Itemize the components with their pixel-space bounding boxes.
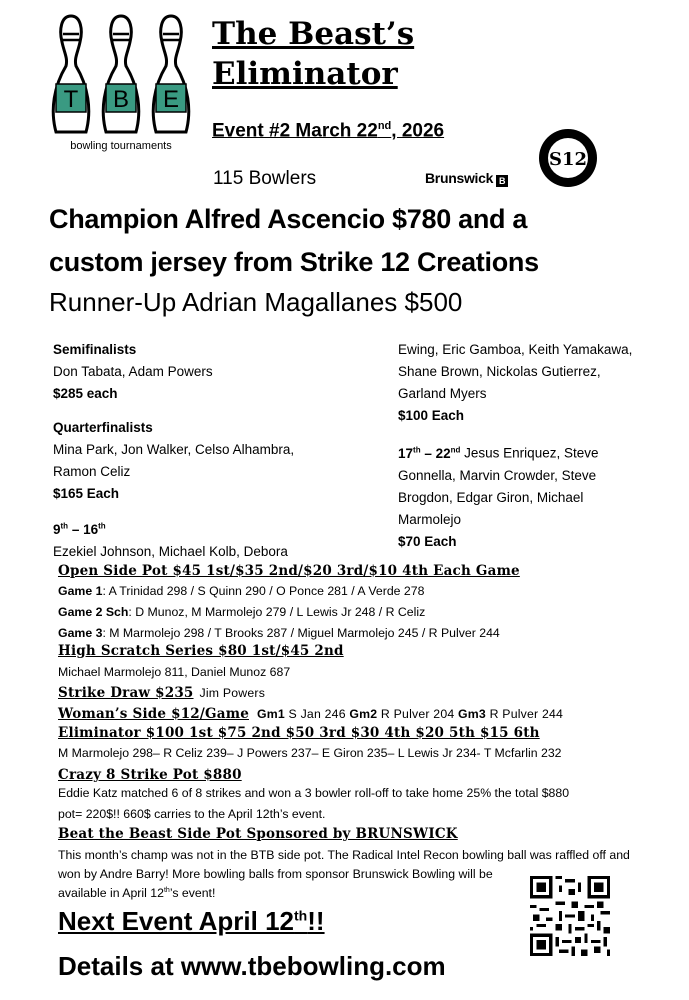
event-suffix: , 2026 — [391, 120, 445, 142]
champion-line-1: Champion Alfred Ascencio $780 and a — [49, 204, 528, 234]
event-sup: nd — [377, 120, 392, 132]
open-pot-game-1: Game 1: A Trinidad 298 / S Quinn 290 / O Ponce 281 / A Verde 278 — [58, 584, 425, 598]
champion-text — [49, 198, 649, 284]
crazy8-heading: Crazy 8 Strike Pot $880 — [58, 767, 242, 783]
semis-heading: Semifinalists — [53, 342, 137, 357]
open-pot-game-2: Game 2 Sch: D Munoz, M Marmolejo 279 / L Lewis Jr 248 / R Celiz — [58, 605, 426, 619]
runner-up-text: Runner-Up Adrian Magallanes $500 — [49, 287, 463, 317]
quarters-prize: $165 Each — [53, 486, 120, 501]
quarters-names-2: Ramon Celiz — [53, 464, 131, 479]
details-link[interactable]: Details at www.tbebowling.com — [58, 951, 446, 981]
left-column — [53, 339, 373, 563]
ninth-names: Ezekiel Johnson, Michael Kolb, Debora — [53, 543, 288, 559]
beast-line-1: This month’s champ was not in the BTB side pot. The Radical Intel Recon bowling ball was raffled off and — [58, 848, 630, 862]
page-title — [212, 14, 414, 94]
next-event: Next Event April 12th!! — [58, 906, 325, 936]
quarters-heading: Quarterfinalists — [53, 420, 153, 435]
beast-line-2: won by Andre Barry! More bowling balls from sponsor Brunswick Bowling will be — [58, 867, 493, 881]
crazy8-line-2: pot= 220$!! 660$ carries to the April 12th’s event. — [58, 807, 326, 821]
event-prefix: Event #2 March 22 — [212, 120, 378, 142]
scratch-heading: High Scratch Series $80 1st/$45 2nd — [58, 643, 344, 659]
ninth-cont-line-2: Shane Brown, Nickolas Gutierrez, — [398, 364, 601, 379]
open-pot-heading: Open Side Pot $45 1st/$35 2nd/$20 3rd/$10 4th Each Game — [58, 563, 520, 579]
brunswick-logo: Brunswick B — [425, 170, 508, 187]
scratch-text: Michael Marmolejo 811, Daniel Munoz 687 — [58, 665, 291, 679]
seventeenth-line-4: Marmolejo — [398, 511, 462, 527]
beast-line-3: available in April 12th’s event! — [58, 886, 216, 900]
brunswick-text: Brunswick — [425, 170, 494, 186]
ninth-cont-line-3: Garland Myers — [398, 386, 487, 401]
semis-prize: $285 each — [53, 386, 118, 401]
logo-letter-t: T — [63, 86, 79, 113]
eliminator-heading: Eliminator $100 1st $75 2nd $50 3rd $30 4th $20 5th $15 6th — [58, 725, 540, 741]
champion-line-2: custom jersey from Strike 12 Creations — [49, 247, 539, 277]
seventeenth-line-1: 17th – 22nd Jesus Enriquez, Steve — [398, 445, 599, 461]
women-row: Woman’s Side $12/Game Gm1 S Jan 246 Gm2 R Pulver 204 Gm3 R Pulver 244 — [58, 706, 564, 722]
logo-caption: bowling tournaments — [70, 140, 172, 152]
ninth-prize: $100 Each — [398, 408, 465, 423]
title-line-2: Eliminator — [212, 56, 398, 92]
ninth-cont-line-1: Ewing, Eric Gamboa, Keith Yamakawa, — [398, 342, 633, 357]
strike12-logo — [538, 128, 598, 188]
seventeenth-line-2: Gonnella, Marvin Crowder, Steve — [398, 467, 597, 483]
logo-letter-e: E — [162, 86, 180, 113]
bowler-count: 115 Bowlers — [213, 168, 317, 189]
qr-code[interactable] — [530, 876, 610, 956]
right-column — [398, 339, 668, 553]
logo-letter-b: B — [112, 86, 130, 113]
crazy8-line-1: Eddie Katz matched 6 of 8 strikes and won a 3 bowler roll-off to take home 25% the total $880 — [58, 786, 570, 800]
quarters-names-1: Mina Park, Jon Walker, Celso Alhambra, — [53, 442, 295, 457]
ninth-heading: 9th – 16th — [53, 521, 106, 537]
seventeenth-prize: $70 Each — [398, 533, 457, 549]
title-line-1: The Beast’s — [212, 16, 415, 52]
event-date — [212, 120, 444, 142]
eliminator-text: M Marmolejo 298– R Celiz 239– J Powers 237– E Giron 235– L Lewis Jr 234- T Mcfarlin 232 — [58, 746, 562, 760]
strike12-mark: S12 — [548, 149, 588, 170]
open-pot-game-3: Game 3: M Marmolejo 298 / T Brooks 287 / Miguel Marmolejo 245 / R Pulver 244 — [58, 626, 500, 640]
beast-heading: Beat the Beast Side Pot Sponsored by BRUNSWICK — [58, 826, 458, 842]
strike-draw-row: Strike Draw $235 Jim Powers — [58, 685, 266, 701]
tbe-logo — [46, 12, 196, 154]
seventeenth-line-3: Brogdon, Edgar Giron, Michael — [398, 489, 584, 505]
semis-names: Don Tabata, Adam Powers — [53, 364, 213, 379]
